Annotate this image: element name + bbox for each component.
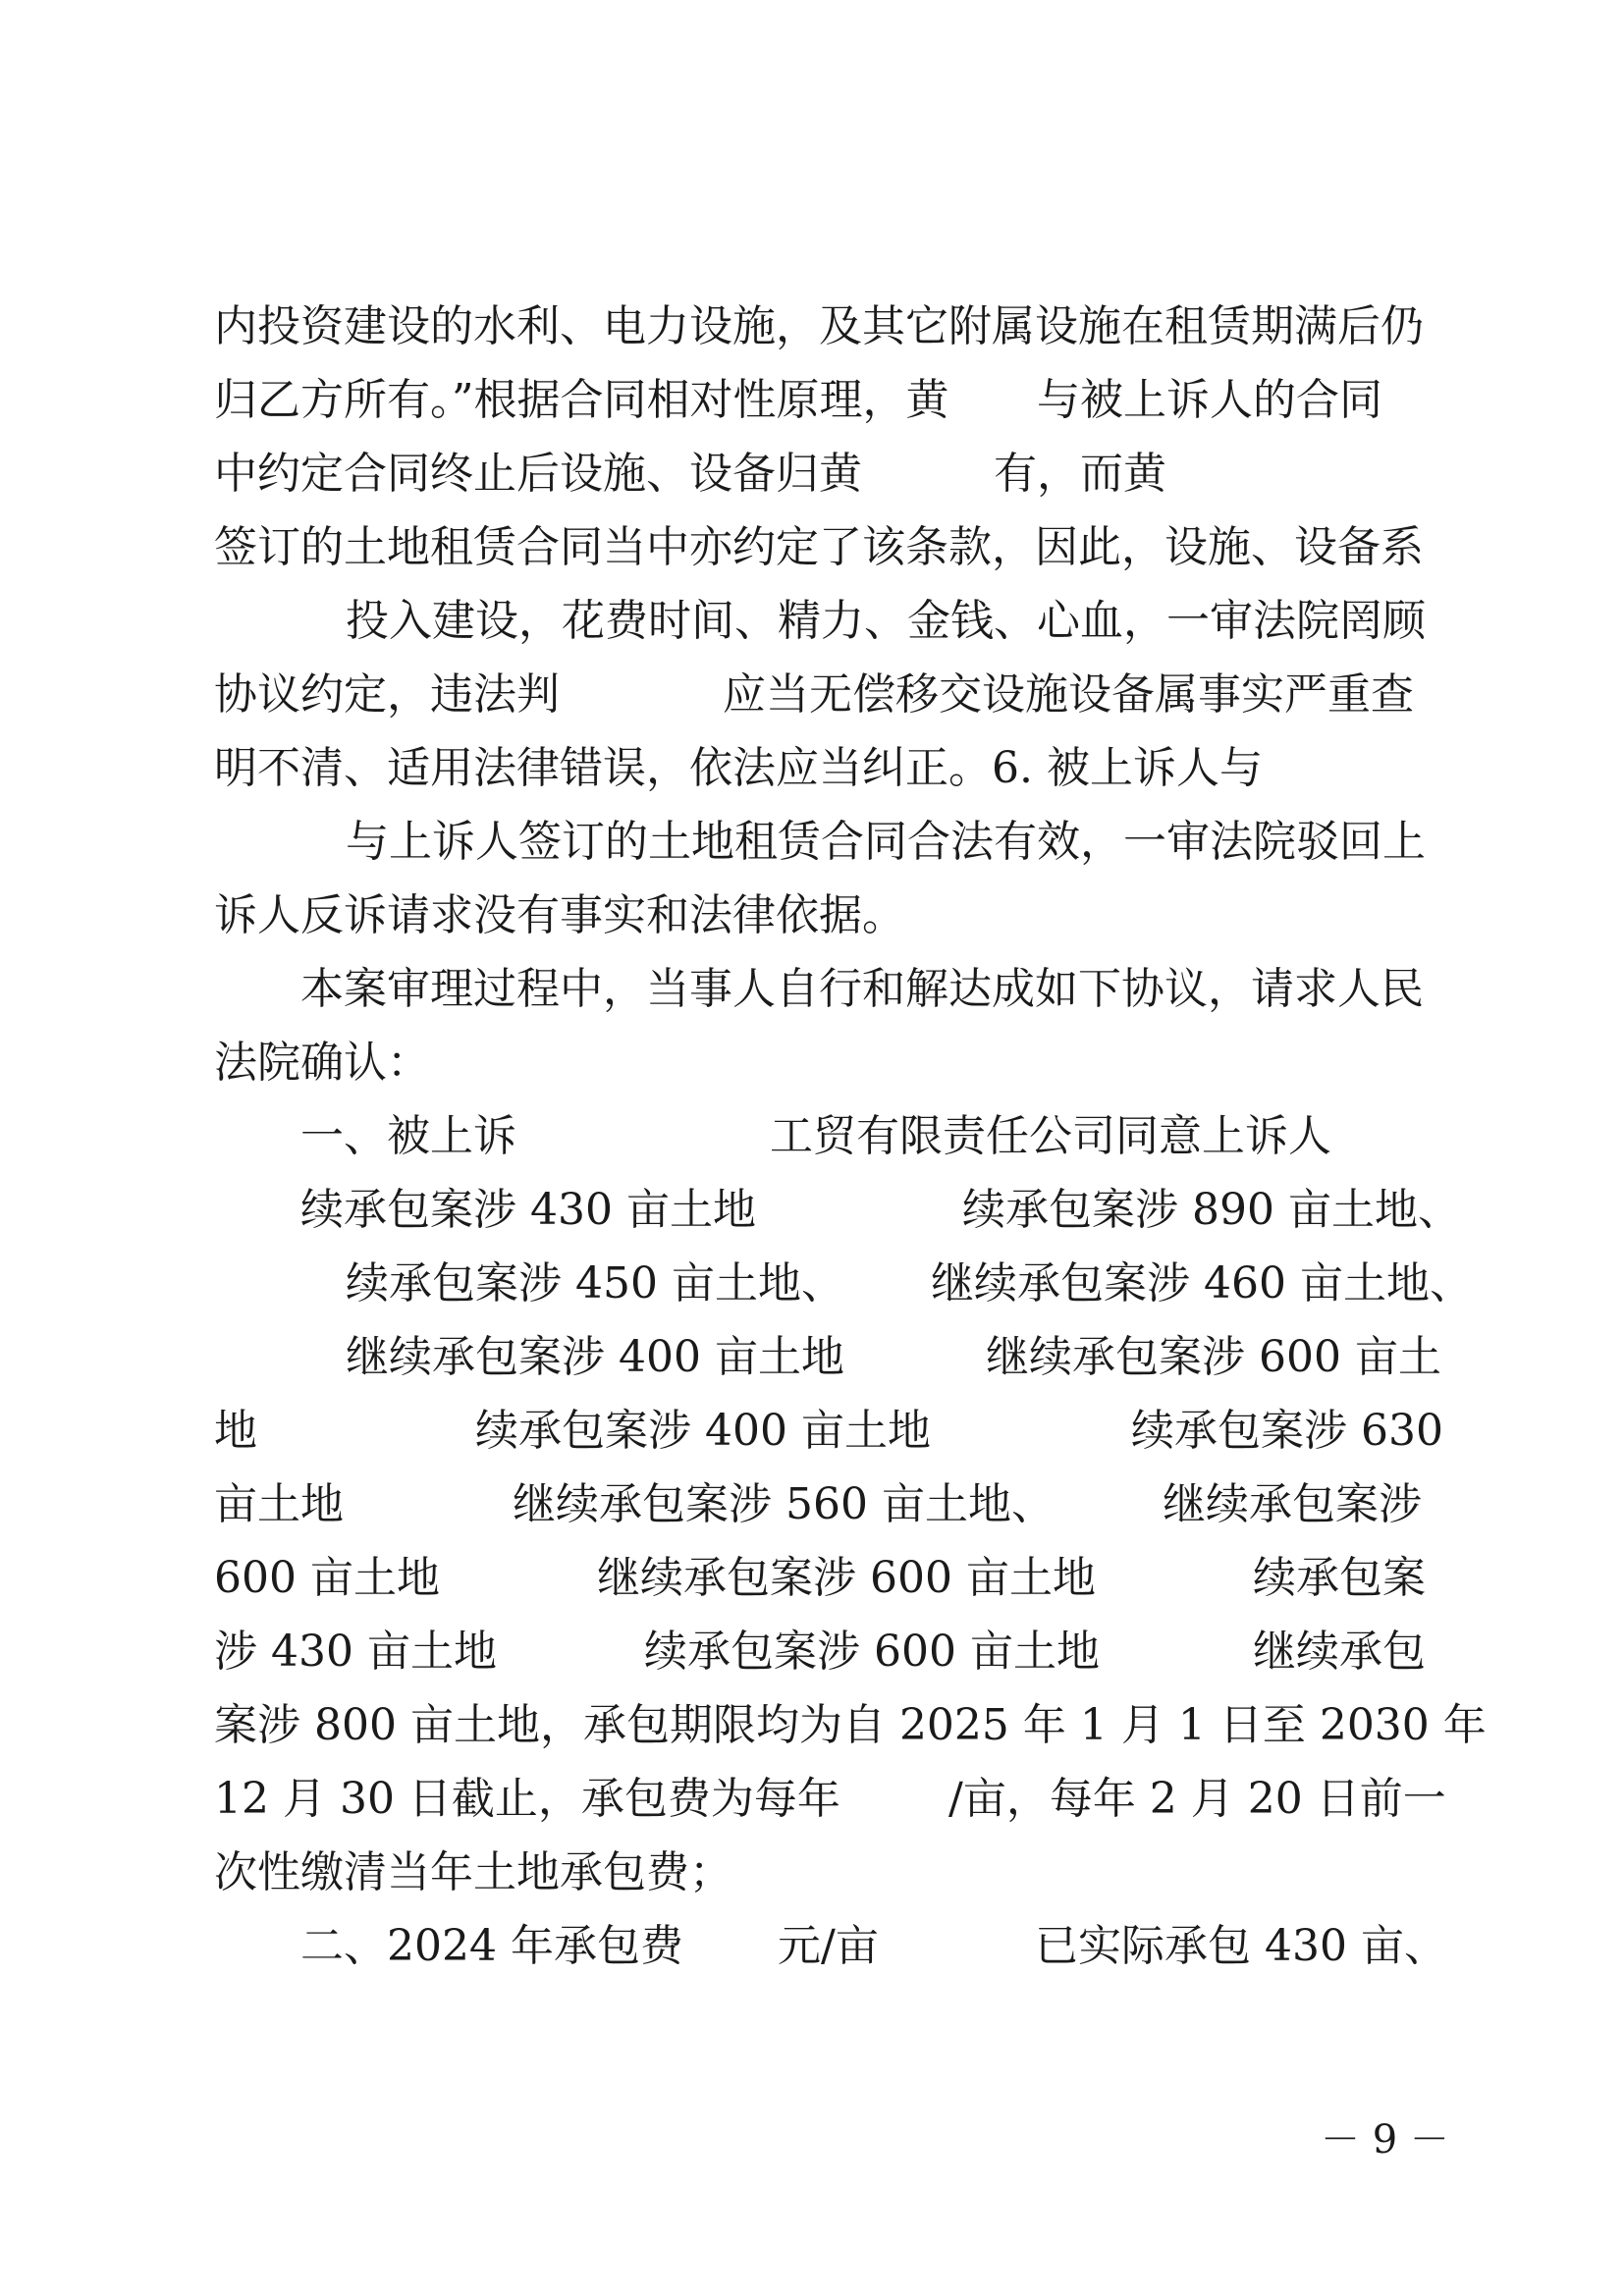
text-segment: 涉 430 亩土地 <box>214 1627 497 1677</box>
text-line <box>0 1026 1624 1100</box>
text-line <box>0 1247 1624 1321</box>
text-line <box>0 1615 1624 1689</box>
text-segment: 续承包案涉 890 亩土地、 <box>962 1185 1461 1235</box>
text-segment: 工贸有限责任公司同意上诉人 <box>770 1111 1331 1161</box>
text-segment: 次性缴清当年土地承包费； <box>214 1847 732 1897</box>
text-line <box>0 658 1624 732</box>
text-line <box>0 879 1624 953</box>
text-line <box>0 1836 1624 1910</box>
text-segment: 与被上诉人的合同 <box>1037 375 1382 425</box>
text-segment: 续承包案涉 600 亩土地 <box>644 1627 1100 1677</box>
text-line <box>0 952 1624 1027</box>
text-line <box>0 1468 1624 1542</box>
text-segment: 元/亩 <box>778 1921 879 1971</box>
text-segment: 签订的土地租赁合同当中亦约定了该条款，因此，设施、设备系 <box>214 522 1424 572</box>
text-segment: 诉人反诉请求没有事实和法律依据。 <box>214 890 905 940</box>
text-segment: 与上诉人签订的土地租赁合同合法有效，一审法院驳回上 <box>346 817 1426 867</box>
text-line <box>0 731 1624 806</box>
text-line <box>0 1909 1624 1984</box>
text-segment: 明不清、适用法律错误，依法应当纠正。6. 被上诉人与 <box>214 743 1263 793</box>
text-segment: 协议约定，违法判 <box>214 669 560 720</box>
text-line <box>0 363 1624 438</box>
text-segment: 继续承包案涉 460 亩土地、 <box>931 1258 1473 1308</box>
text-segment: 续承包案涉 450 亩土地、 <box>346 1258 844 1308</box>
text-segment: 继续承包案涉 400 亩土地 <box>346 1332 844 1382</box>
text-line <box>0 510 1624 585</box>
text-line <box>0 1762 1624 1837</box>
text-segment: 本案审理过程中，当事人自行和解达成如下协议，请求人民 <box>300 964 1424 1014</box>
text-segment: 续承包案 <box>1253 1553 1426 1603</box>
text-segment: 继续承包案涉 600 亩土地 <box>597 1553 1096 1603</box>
text-segment: 续承包案涉 400 亩土地 <box>475 1406 931 1456</box>
text-segment: 法院确认： <box>214 1038 430 1088</box>
text-line <box>0 1541 1624 1616</box>
text-line <box>0 1394 1624 1468</box>
text-segment: 内投资建设的水利、电力设施，及其它附属设施在租赁期满后仍 <box>214 301 1424 351</box>
text-line <box>0 1173 1624 1248</box>
text-line <box>0 1688 1624 1763</box>
text-segment: 中约定合同终止后设施、设备归黄 <box>214 449 862 499</box>
text-line <box>0 805 1624 880</box>
text-line <box>0 584 1624 659</box>
text-line <box>0 1320 1624 1395</box>
text-segment: 一、被上诉 <box>300 1111 516 1161</box>
text-segment: 继续承包案涉 <box>1163 1479 1422 1529</box>
text-segment: 600 亩土地 <box>214 1553 440 1603</box>
text-segment: 应当无偿移交设施设备属事实严重查 <box>723 669 1414 720</box>
page-number: － 9 － <box>1321 2117 1449 2163</box>
text-segment: /亩，每年 2 月 20 日前一 <box>948 1774 1446 1824</box>
text-segment: 已实际承包 430 亩、 <box>1035 1921 1447 1971</box>
text-segment: 案涉 800 亩土地，承包期限均为自 2025 年 1 月 1 日至 2030 年 <box>214 1700 1487 1750</box>
text-segment: 继续承包案涉 600 亩土 <box>986 1332 1441 1382</box>
text-segment: 地 <box>214 1406 257 1456</box>
text-line <box>0 290 1624 364</box>
text-line <box>0 437 1624 511</box>
text-segment: 有，而黄 <box>994 449 1166 499</box>
text-line <box>0 1099 1624 1174</box>
text-segment: 继续承包案涉 560 亩土地、 <box>513 1479 1055 1529</box>
text-segment: 12 月 30 日截止，承包费为每年 <box>214 1774 840 1824</box>
text-segment: 续承包案涉 630 <box>1131 1406 1443 1456</box>
text-segment: 归乙方所有。”根据合同相对性原理，黄 <box>214 375 949 425</box>
text-segment: 二、2024 年承包费 <box>300 1921 683 1971</box>
text-segment: 投入建设，花费时间、精力、金钱、心血，一审法院罔顾 <box>346 596 1426 646</box>
text-segment: 亩土地 <box>214 1479 344 1529</box>
text-segment: 继续承包 <box>1253 1627 1426 1677</box>
text-segment: 续承包案涉 430 亩土地 <box>300 1185 756 1235</box>
